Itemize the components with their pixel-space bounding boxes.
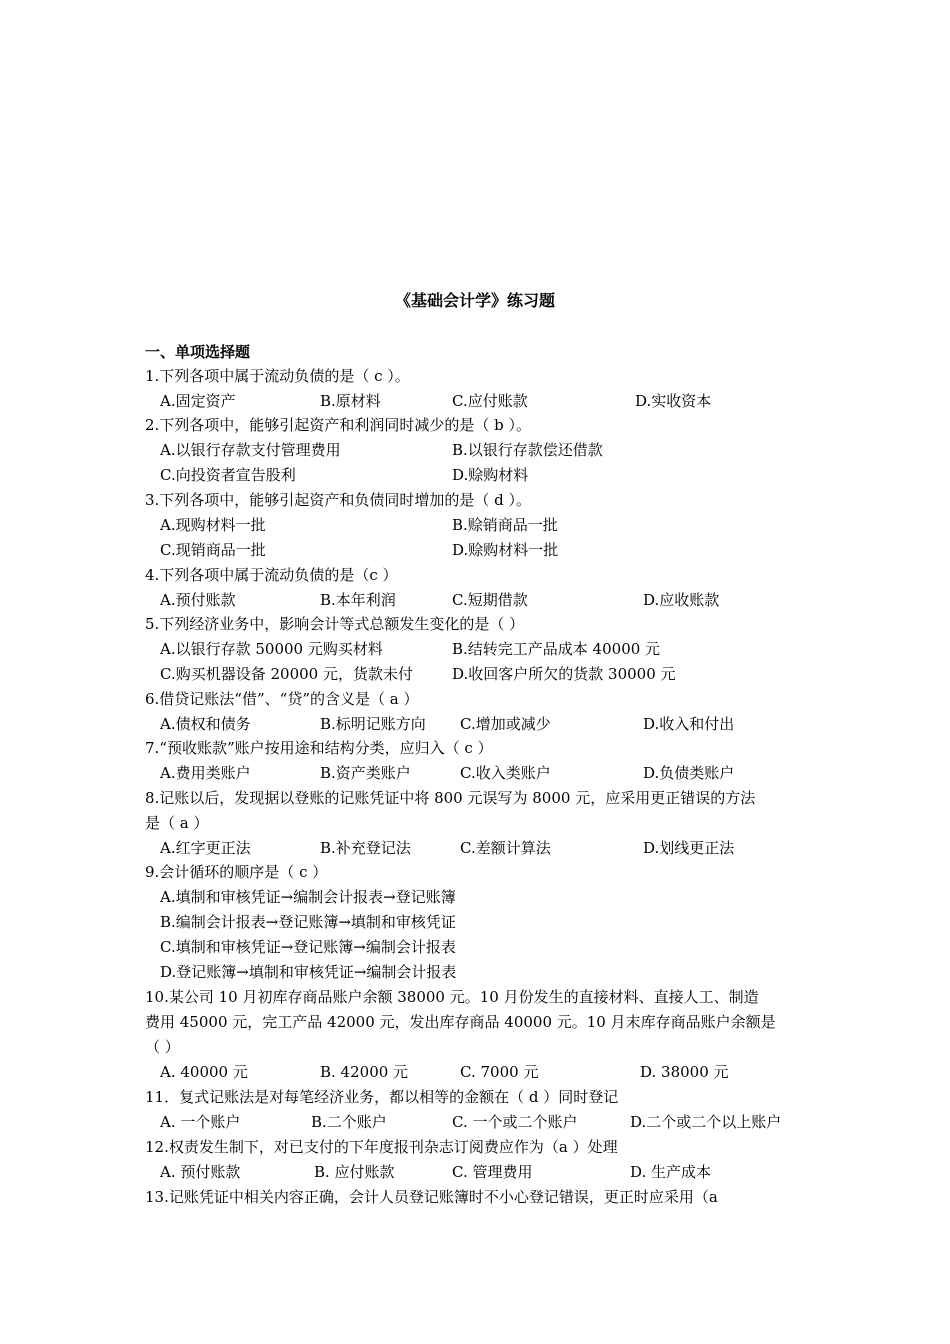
- question-11-option-a: A. 一个账户: [160, 1113, 241, 1131]
- question-5-option-d: D.收回客户所欠的货款 30000 元: [452, 665, 676, 683]
- question-7-option-a: A.费用类账户: [160, 764, 251, 782]
- question-4-option-d: D.应收账款: [643, 591, 720, 609]
- question-9-option-a: A.填制和审核凭证→编制会计报表→登记账簿: [160, 888, 456, 906]
- question-4-option-b: B.本年利润: [320, 591, 396, 609]
- question-11-stem: 11．复式记账法是对每笔经济业务，都以相等的金额在（ d ）同时登记: [145, 1088, 619, 1106]
- question-6-option-a: A.债权和债务: [160, 715, 251, 733]
- question-6-option-d: D.收入和付出: [643, 715, 735, 733]
- question-8-stem-cont: 是（ a ）: [145, 814, 209, 832]
- question-8-option-a: A.红字更正法: [160, 839, 251, 857]
- question-1-option-b: B.原材料: [320, 392, 381, 410]
- question-1-option-d: D.实收资本: [635, 392, 712, 410]
- question-4-option-c: C.短期借款: [452, 591, 528, 609]
- question-7-stem: 7.“预收账款”账户按用途和结构分类，应归入（ c ）: [145, 739, 493, 757]
- question-10-option-a: A. 40000 元: [160, 1063, 248, 1081]
- question-7-option-d: D.负债类账户: [643, 764, 735, 782]
- question-1-option-c: C.应付账款: [452, 392, 528, 410]
- question-9-option-c: C.填制和审核凭证→登记账簿→编制会计报表: [160, 938, 456, 956]
- question-10-stem-cont: 费用 45000 元，完工产品 42000 元，发出库存商品 40000 元。10 月末库存商品账户余额是: [145, 1013, 776, 1031]
- question-8-option-d: D.划线更正法: [643, 839, 735, 857]
- question-9-stem: 9.会计循环的顺序是（ c ）: [145, 863, 328, 881]
- question-5-stem: 5.下列经济业务中，影响会计等式总额发生变化的是（ ）: [145, 615, 525, 633]
- question-13-stem: 13.记账凭证中相关内容正确，会计人员登记账簿时不小心登记错误，更正时应采用（a: [145, 1188, 718, 1206]
- question-2-stem: 2.下列各项中，能够引起资产和利润同时减少的是（ b ）。: [145, 416, 531, 434]
- question-2-option-d: D.赊购材料: [452, 466, 529, 484]
- question-3-stem: 3.下列各项中，能够引起资产和负债同时增加的是（ d ）。: [145, 491, 531, 509]
- question-12-option-a: A. 预付账款: [160, 1163, 241, 1181]
- question-2-option-b: B.以银行存款偿还借款: [452, 441, 603, 459]
- question-4-option-a: A.预付账款: [160, 591, 236, 609]
- question-3-option-c: C.现销商品一批: [160, 541, 266, 559]
- question-3-option-d: D.赊购材料一批: [452, 541, 559, 559]
- question-12-option-b: B. 应付账款: [314, 1163, 395, 1181]
- question-2-option-a: A.以银行存款支付管理费用: [160, 441, 341, 459]
- question-10-option-c: C. 7000 元: [460, 1063, 539, 1081]
- question-9-option-b: B.编制会计报表→登记账簿→填制和审核凭证: [160, 913, 456, 931]
- question-10-option-b: B. 42000 元: [320, 1063, 409, 1081]
- question-8-option-c: C.差额计算法: [460, 839, 551, 857]
- question-12-option-c: C. 管理费用: [452, 1163, 533, 1181]
- question-6-option-c: C.增加或减少: [460, 715, 551, 733]
- question-11-option-c: C. 一个或二个账户: [452, 1113, 578, 1131]
- question-10-option-d: D. 38000 元: [640, 1063, 729, 1081]
- question-5-option-c: C.购买机器设备 20000 元，货款未付: [160, 665, 413, 683]
- question-8-stem: 8.记账以后，发现据以登账的记账凭证中将 800 元误写为 8000 元，应采用更正错误的方法: [145, 789, 756, 807]
- question-6-option-b: B.标明记账方向: [320, 715, 426, 733]
- question-9-option-d: D.登记账簿→填制和审核凭证→编制会计报表: [160, 963, 457, 981]
- question-4-stem: 4.下列各项中属于流动负债的是（c ）: [145, 566, 398, 584]
- question-10-stem: 10.某公司 10 月初库存商品账户余额 38000 元。10 月份发生的直接材料、直接人工、制造: [145, 988, 759, 1006]
- question-6-stem: 6.借贷记账法“借”、“贷”的含义是（ a ）: [145, 690, 419, 708]
- page-title: 《基础会计学》练习题: [394, 291, 555, 310]
- question-5-option-b: B.结转完工产品成本 40000 元: [452, 640, 661, 658]
- question-11-option-d: D.二个或二个以上账户: [630, 1113, 782, 1131]
- question-1-option-a: A.固定资产: [160, 392, 236, 410]
- question-11-option-b: B.二个账户: [311, 1113, 387, 1131]
- question-1-stem: 1.下列各项中属于流动负债的是（ c ）。: [145, 367, 410, 385]
- question-3-option-a: A.现购材料一批: [160, 516, 266, 534]
- question-2-option-c: C.向投资者宣告股利: [160, 466, 296, 484]
- question-3-option-b: B.赊销商品一批: [452, 516, 558, 534]
- question-12-stem: 12.权责发生制下，对已支付的下年度报刊杂志订阅费应作为（a ）处理: [145, 1138, 618, 1156]
- question-7-option-c: C.收入类账户: [460, 764, 551, 782]
- question-12-option-d: D. 生产成本: [630, 1163, 712, 1181]
- question-7-option-b: B.资产类账户: [320, 764, 411, 782]
- section-heading: 一、单项选择题: [145, 343, 251, 361]
- question-5-option-a: A.以银行存款 50000 元购买材料: [160, 640, 383, 658]
- question-10-stem-blank: （ ）: [145, 1038, 180, 1056]
- question-8-option-b: B.补充登记法: [320, 839, 411, 857]
